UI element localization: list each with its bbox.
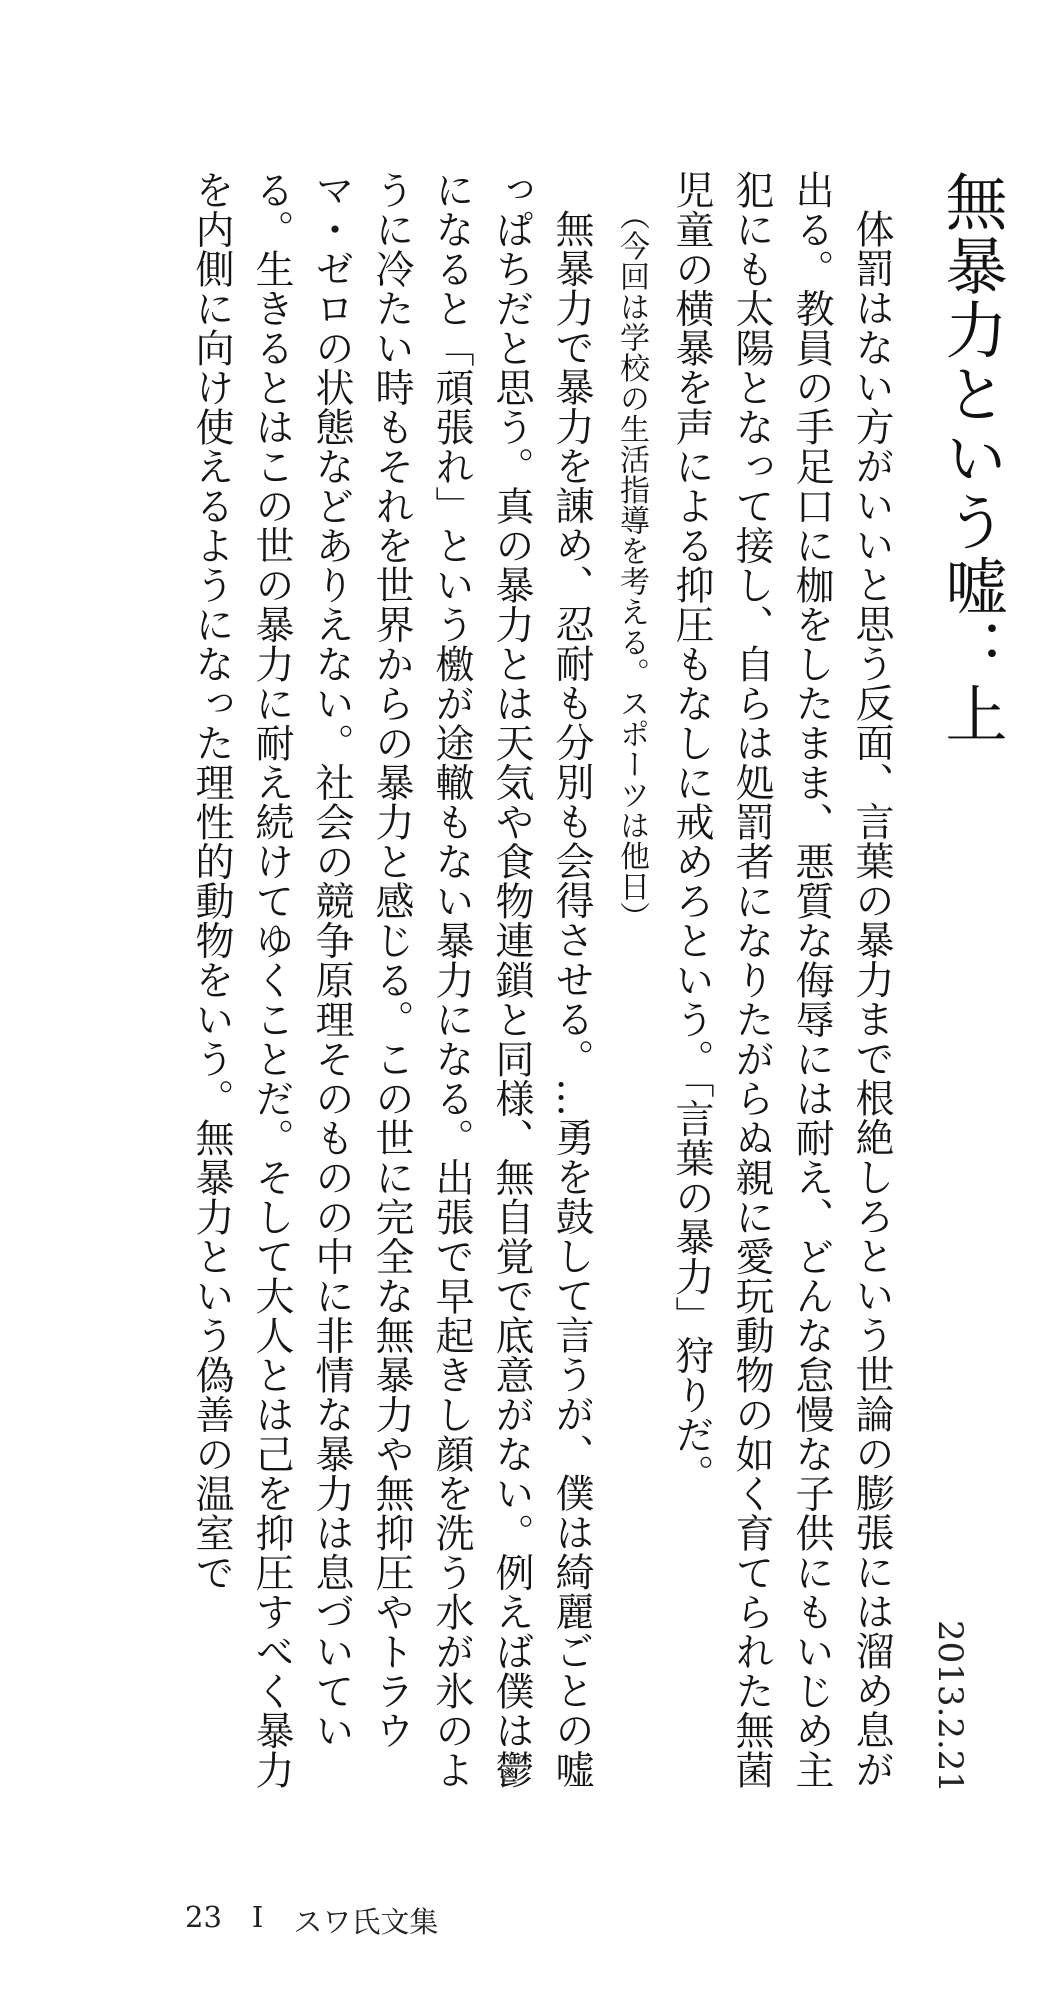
essay-date: 2013.2.21 [930,1620,970,1794]
book-title: スワ氏文集 [293,1905,439,1939]
page-footer [185,1900,438,1941]
paragraph-2: 無暴力で暴力を諌め、忍耐も分別も会得させる。…勇を鼓して言うが、僕は綺麗ごとの嘘っぱちだと思う。真の暴力とは天気や食物連鎖と同様、無自覚で底意がない。例えば僕は鬱になると「頑張れ」という檄が途轍もない暴力になる。出張で早起きし顔を洗う水が氷のように冷たい時もそれを世界からの暴力と感じる。この世に完全な無暴力や無抑圧やトラウマ・ゼロの状態などありえない。社会の競争原理そのものの中に非情な暴力は息づいている。生きるとはこの世の暴力に耐え続けてゆくことだ。そして大人とは己を抑圧すべく暴力を内側に向け使えるようになった理性的動物をいう。無暴力という偽善の温室で [189,170,594,1790]
essay-title: 無暴力という嘘：上 [935,170,1008,746]
editorial-note: （今回は学校の生活指導を考える。スポーツは他日） [614,200,649,932]
section-numeral: I [251,1900,264,1934]
page-number: 23 [185,1900,222,1934]
paragraph-1: 体罰はない方がいいと思う反面、言葉の暴力まで根絶しろという世論の膨張には溜め息が出る。教員の手足口に枷をしたまま、悪質な侮辱には耐え、どんな怠慢な子供にもいじめ主犯にも太陽となって接し、自らは処罰者になりたがらぬ親に愛玩動物の如く育てられた無菌児童の横暴を声による抑圧もなしに戒めろという。「言葉の暴力」狩りだ。 [669,170,894,1790]
essay-body [141,170,901,1810]
